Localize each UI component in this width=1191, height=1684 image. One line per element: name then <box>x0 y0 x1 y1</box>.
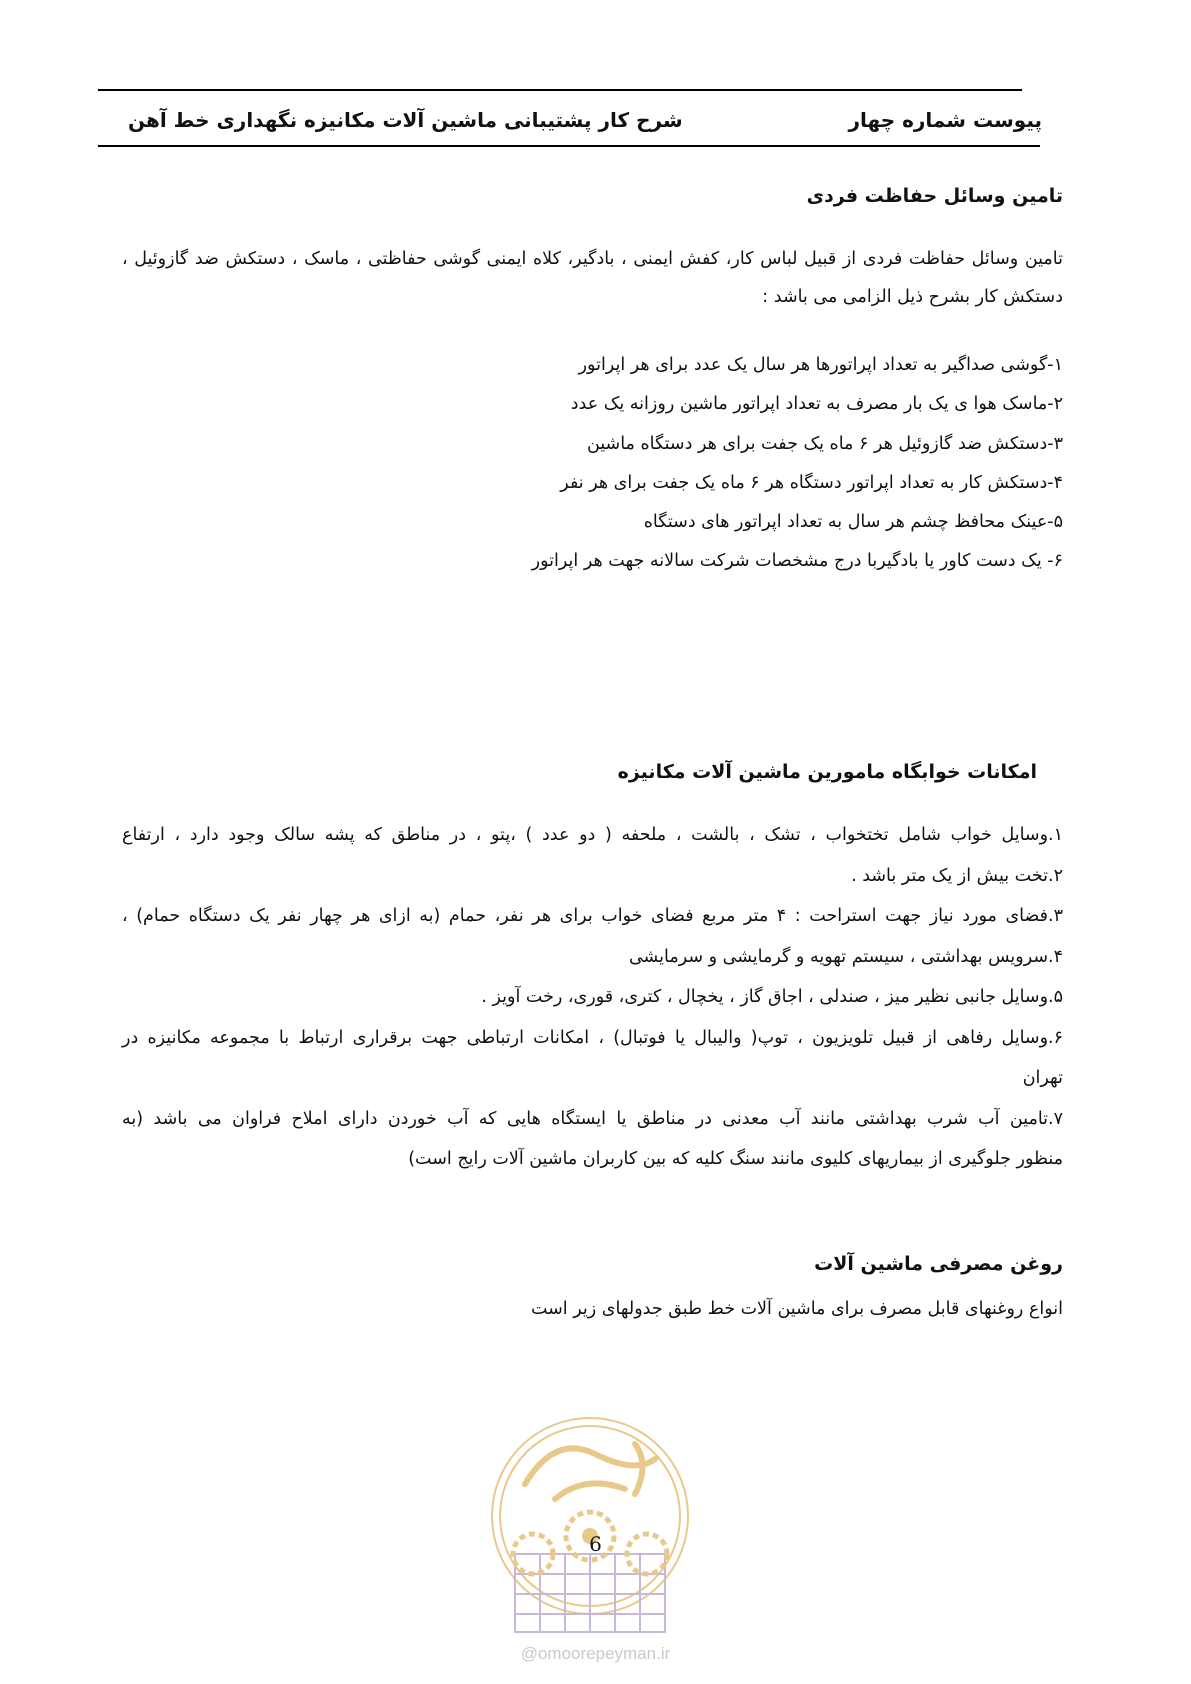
list-item: ۳.فضای مورد نیاز جهت استراحت : ۴ متر مربع فضای خواب برای هر نفر، حمام (به ازای هر چهار نفر یک دستگاه حمام) ، <box>122 906 1063 926</box>
list-item: ۱.وسایل خواب شامل تختخواب ، تشک ، بالشت ، ملحفه ( دو عدد ) ،پتو ، در مناطق که پشه سالک وجود دارد ، ارتفاع <box>122 825 1063 845</box>
section-heading-ppe: تامین وسائل حفاظت فردی <box>806 185 1063 207</box>
section-heading-dormitory: امکانات خوابگاه مامورین ماشین آلات مکانیزه <box>617 761 1037 783</box>
list-item: ۴.سرویس بهداشتی ، سیستم تهویه و گرمایشی و سرمایشی <box>628 946 1063 967</box>
section-heading-oil: روغن مصرفی ماشین آلات <box>814 1253 1063 1275</box>
ppe-list <box>532 346 1063 582</box>
list-item: ۴-دستکش کار به تعداد اپراتور دستگاه هر ۶ ماه یک جفت برای هر نفر <box>560 472 1063 493</box>
seal-logo-icon <box>485 1404 695 1634</box>
header-top-rule <box>98 89 1022 91</box>
header-bottom-rule <box>98 145 1040 147</box>
dormitory-list <box>122 815 1063 1180</box>
header-document-title: شرح کار پشتیبانی ماشین آلات مکانیزه نگهداری خط آهن <box>128 108 683 132</box>
site-watermark: @omoorepeyman.ir <box>520 1644 671 1663</box>
section-intro-ppe: تامین وسائل حفاظت فردی از قبیل لباس کار، کفش ایمنی ، بادگیر، کلاه ایمنی گوشی حفاظتی ، ماسک ، دستکش ضد گازوئیل ، دستکش کار بشرح ذیل الزامی می باشد : <box>122 249 1063 307</box>
list-item: ۵.وسایل جانبی نظیر میز ، صندلی ، اجاق گاز ، یخچال ، کتری، قوری، رخت آویز . <box>481 987 1063 1007</box>
header-appendix-title: پیوست شماره چهار <box>848 108 1042 132</box>
list-item: ۷.تامین آب شرب بهداشتی مانند آب معدنی در مناطق یا ایستگاه هایی که آب خوردن دارای املاح فراوان می باشد (به <box>122 1108 1063 1129</box>
list-item: تهران <box>1022 1068 1063 1088</box>
list-item: ۵-عینک محافظ چشم هر سال به تعداد اپراتور های دستگاه <box>643 512 1063 533</box>
page-number: 6 <box>589 1532 602 1556</box>
list-item: ۲-ماسک هوا ی یک بار مصرف به تعداد اپراتور ماشین روزانه یک عدد <box>570 394 1063 415</box>
list-item: ۲.تخت بیش از یک متر باشد . <box>851 865 1063 886</box>
list-item: ۶- یک دست کاور یا بادگیربا درج مشخصات شرکت سالانه جهت هر اپراتور <box>531 551 1063 572</box>
list-item: ۱-گوشی صداگیر به تعداد اپراتورها هر سال یک عدد برای هر اپراتور <box>578 355 1063 375</box>
list-item: ۳-دستکش ضد گازوئیل هر ۶ ماه یک جفت برای هر دستگاه ماشین <box>586 433 1063 454</box>
list-item: منظور جلوگیری از بیماریهای کلیوی مانند سنگ کلیه که بین کاربران ماشین آلات رایج است) <box>408 1149 1063 1169</box>
list-item: ۶.وسایل رفاهی از قبیل تلویزیون ، توپ( والیبال یا فوتبال) ، امکانات ارتباطی جهت برقراری ارتباط با مجموعه مکانیزه در <box>122 1027 1063 1048</box>
section-text-oil: انواع روغنهای قابل مصرف برای ماشین آلات خط طبق جدولهای زیر است <box>530 1299 1063 1319</box>
